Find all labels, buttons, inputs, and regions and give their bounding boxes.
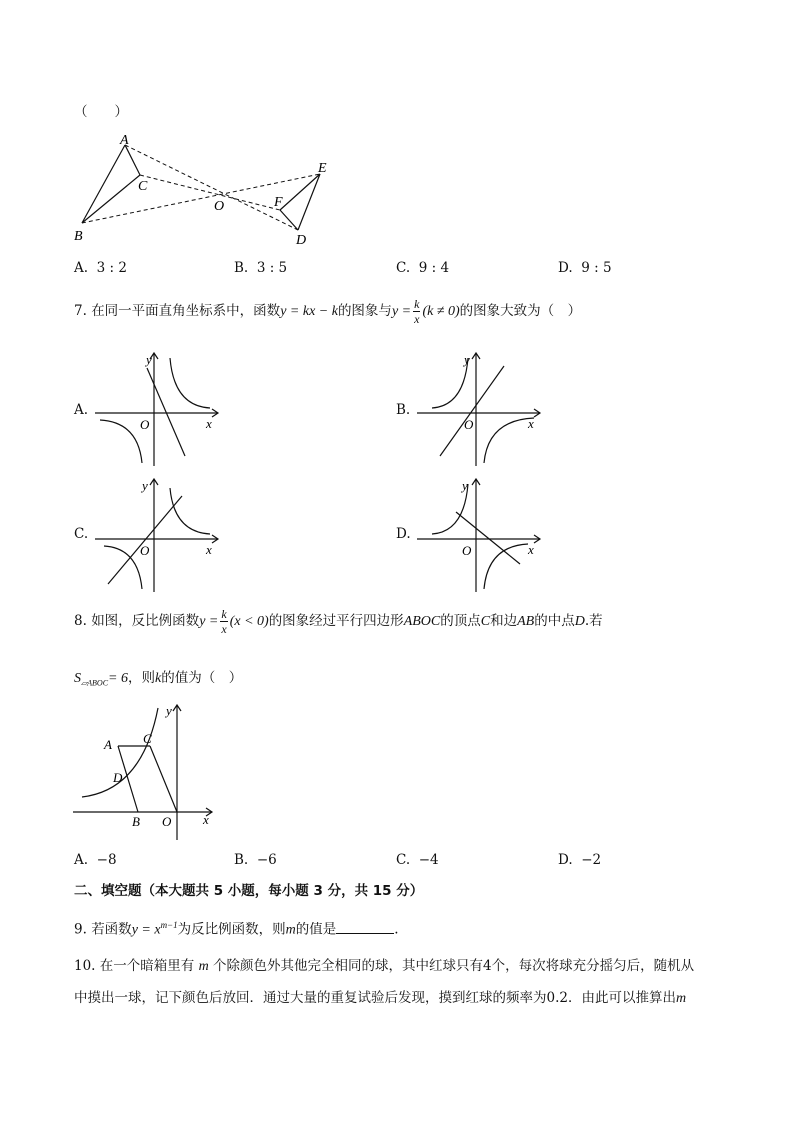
segment-AC (125, 145, 140, 175)
line-graph (147, 368, 185, 456)
q8-fraction: $\frac{k}{x}$ (221, 607, 227, 636)
dashed-CF (140, 175, 280, 210)
segment-BC (82, 175, 140, 223)
segment-CO (150, 746, 177, 812)
q8-stem-line1: 8. 如图，反比例函数y = $\frac{k}{x}$ (x < 0)的图象经过平行四边形ABOC的顶点C和边AB的中点D.若 (74, 607, 603, 636)
label-D: D (296, 233, 307, 248)
hyperbola-branch-2 (484, 544, 528, 589)
q7-fraction: $\frac{k}{x}$ (414, 297, 420, 326)
q7-graph-d (412, 474, 552, 594)
q8-option-b: B. −6 (234, 852, 277, 868)
q6-option-d: D. 9 : 5 (558, 260, 612, 276)
label-x: x (203, 812, 209, 827)
q10-stem-line2: 中摸出一球，记下颜色后放回．通过大量的重复试验后发现，摸到红球的频率为0.2．由此可以推算出m (74, 990, 687, 1006)
x-label: x (206, 542, 212, 557)
q8-option-a: A. −8 (74, 852, 117, 868)
line-graph (108, 496, 182, 584)
section-2-title: 二、填空题（本大题共 5 小题，每小题 3 分，共 15 分） (74, 883, 424, 899)
segment-FD (280, 210, 298, 230)
q6-figure (70, 130, 340, 248)
segment-EF (280, 174, 320, 210)
label-O: O (214, 199, 225, 214)
segment-AB (82, 145, 125, 223)
q10-stem-line1: 10. 在一个暗箱里有 m 个除颜色外其他完全相同的球，其中红球只有4个，每次将球充分摇匀后，随机从 (74, 958, 695, 974)
origin-label: O (464, 417, 474, 432)
q7-graph-d-label: D. (396, 526, 411, 542)
q8-figure (70, 700, 230, 842)
q8-option-d: D. −2 (558, 852, 602, 868)
label-A: A (104, 737, 112, 752)
q8-stem-line2: $S_{▱ABOC}= 6$，则k的值为（ ） (74, 670, 243, 688)
label-C: C (143, 731, 152, 746)
origin-label: O (462, 543, 472, 558)
hyperbola-branch-1 (432, 358, 468, 408)
q8-option-c: C. −4 (396, 852, 439, 868)
line-graph (440, 366, 504, 456)
q7-graph-b-label: B. (396, 402, 411, 418)
hyperbola-branch-2 (100, 420, 142, 463)
hyperbola-branch-2 (484, 418, 534, 463)
label-y: y (166, 703, 172, 718)
y-label: y (464, 352, 470, 367)
q9-stem: 9. 若函数$y = x^{m-1}$为反比例函数，则m的值是 . (74, 920, 399, 938)
y-label: y (462, 478, 468, 493)
origin-label: O (140, 543, 150, 558)
q6-option-b: B. 3 : 5 (234, 260, 288, 276)
q7-graph-a (90, 348, 230, 468)
q6-option-a: A. 3 : 2 (74, 260, 127, 276)
label-O: O (162, 814, 172, 829)
dashed-AD (125, 145, 298, 230)
q7-graph-c-label: C. (74, 526, 89, 542)
label-E: E (318, 161, 327, 176)
label-D: D (113, 770, 123, 785)
hyperbola-branch-1 (170, 358, 210, 408)
label-B: B (74, 229, 83, 244)
x-label: x (528, 542, 534, 557)
y-label: y (146, 352, 152, 367)
x-label: x (206, 416, 212, 431)
label-B: B (132, 814, 140, 829)
label-F: F (274, 195, 283, 210)
label-A: A (120, 133, 129, 148)
segment-ED (298, 174, 320, 230)
q9-answer-blank[interactable] (336, 921, 394, 934)
label-C: C (138, 179, 148, 194)
x-label: x (528, 416, 534, 431)
q7-graph-c (90, 474, 230, 594)
origin-label: O (140, 417, 150, 432)
q7-stem: 7. 在同一平面直角坐标系中，函数y = kx − k的图象与y = $\frac{k}{x}$ (k ≠ 0)的图象大致为（ ） (74, 297, 582, 326)
hyperbola-branch-1 (170, 488, 210, 534)
q6-answer-bracket: （ ） (74, 104, 128, 120)
q7-graph-b (412, 348, 552, 468)
y-label: y (142, 478, 148, 493)
q7-graph-a-label: A. (74, 402, 89, 418)
q6-option-c: C. 9 : 4 (396, 260, 450, 276)
